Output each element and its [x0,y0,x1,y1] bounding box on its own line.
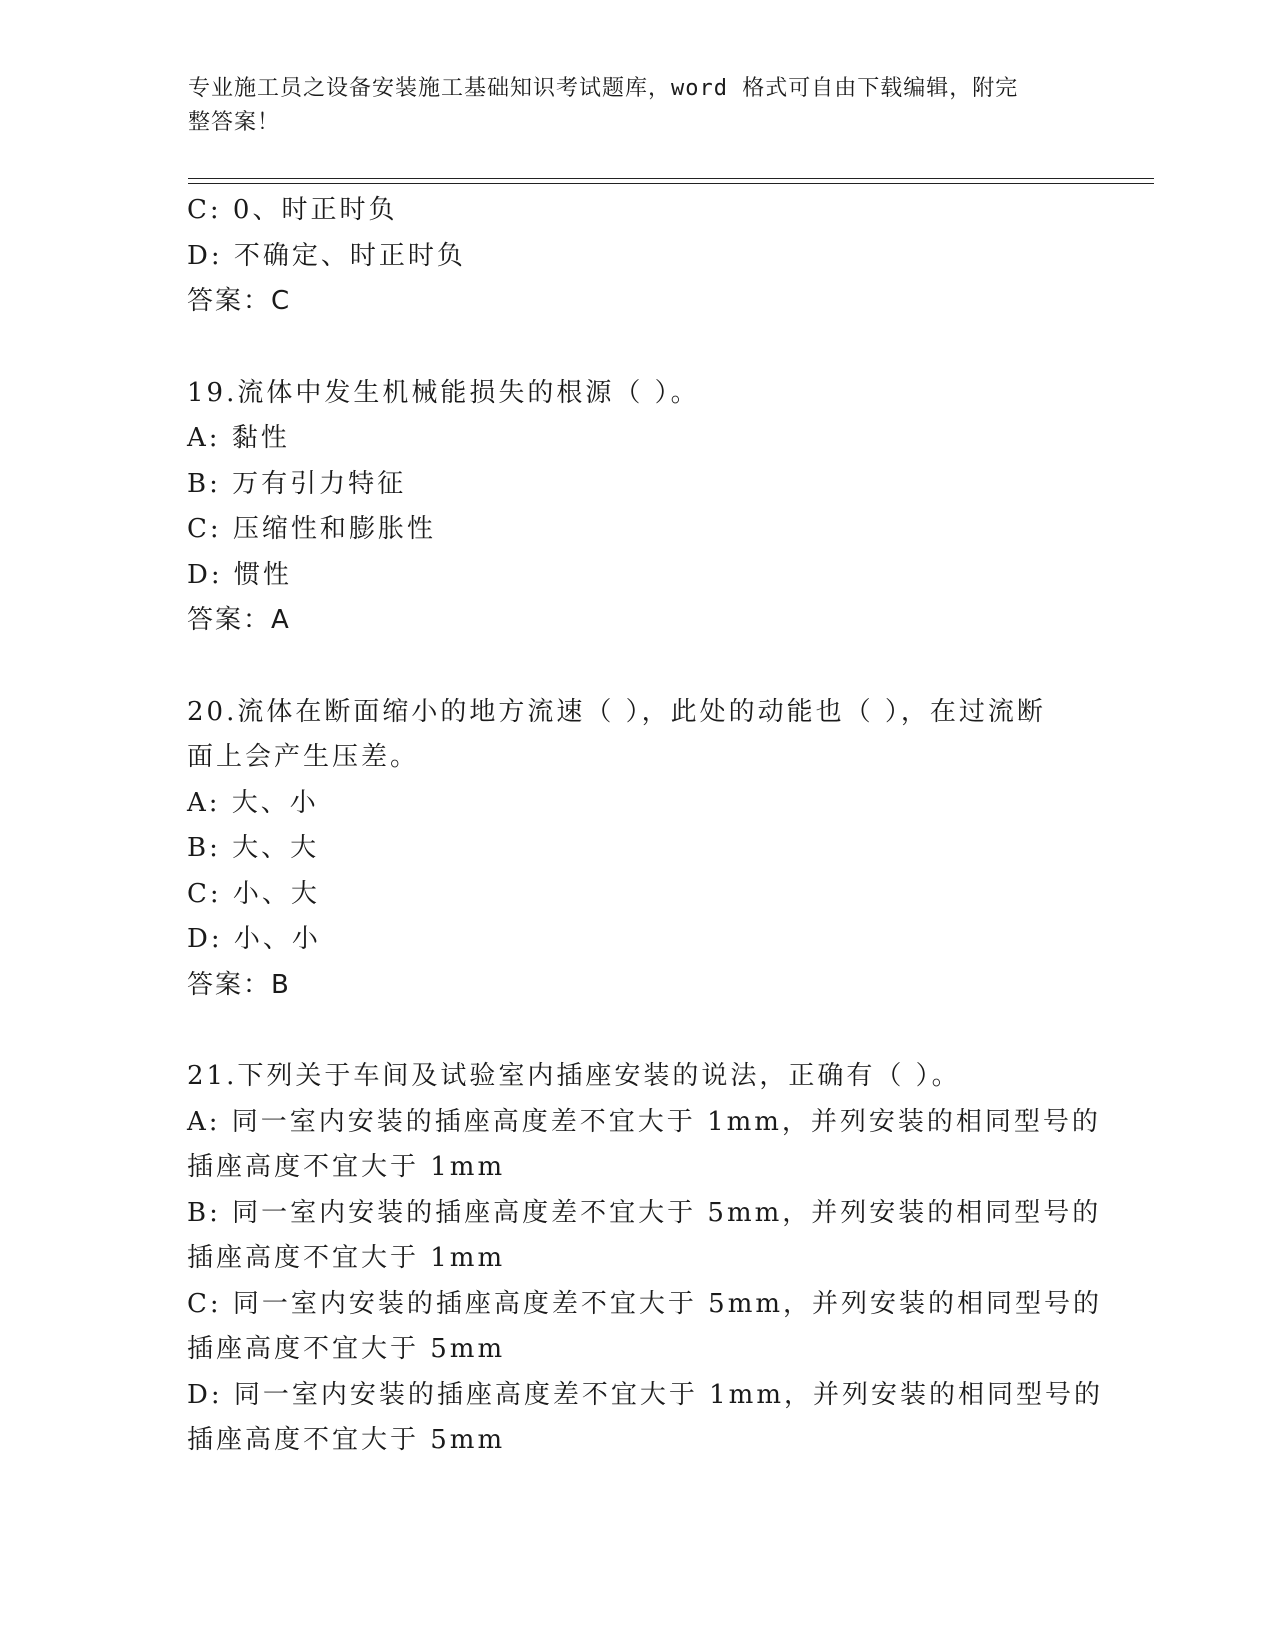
question-stem-line-2: 面上会产生压差。 [187,742,420,772]
option-d: D: 惯性 [187,559,292,590]
option-c-line-2: 插座高度不宜大于 5mm [187,1334,506,1364]
prev-question-block [187,188,1087,325]
option-b-line-1: B: 同一室内安装的插座高度差不宜大于 5mm，并列安装的相同型号的 [187,1197,1102,1228]
question-stem: 19.流体中发生机械能损失的根源（ ）。 [187,377,700,408]
option-b: B: 万有引力特征 [187,468,407,499]
spacer [187,325,1087,371]
question-stem-line-1: 20.流体在断面缩小的地方流速（ ），此处的动能也（ ），在过流断 [187,696,1046,727]
answer-line: 答案：A [187,605,291,635]
header-divider-top [188,178,1154,179]
option-b: B: 大、大 [187,833,320,863]
option-d: D: 小、小 [187,924,321,954]
spacer [187,1008,1087,1054]
header-line-2: 整答案！ [188,110,281,135]
spacer [187,644,1087,690]
option-a-line-1: A: 同一室内安装的插座高度差不宜大于 1mm，并列安装的相同型号的 [187,1106,1101,1137]
option-c-line-1: C: 同一室内安装的插座高度差不宜大于 5mm，并列安装的相同型号的 [187,1288,1103,1319]
question-21 [187,1054,1103,1464]
option-c: C: 小、大 [187,878,320,909]
option-a-line-2: 插座高度不宜大于 1mm [187,1152,506,1182]
question-stem: 21.下列关于车间及试验室内插座安装的说法，正确有（ ）。 [187,1061,961,1091]
option-a: A: 黏性 [187,423,290,453]
option-d-line-1: D: 同一室内安装的插座高度差不宜大于 1mm，并列安装的相同型号的 [187,1379,1103,1410]
header-divider-bottom [188,183,1154,184]
header-line-1: 专业施工员之设备安装施工基础知识考试题库，word 格式可自由下载编辑，附完 [188,76,1019,101]
option-b-line-2: 插座高度不宜大于 1mm [187,1243,506,1273]
option-d-line-2: 插座高度不宜大于 5mm [187,1425,506,1455]
option-a: A: 大、小 [187,787,319,818]
option-d: D: 不确定、时正时负 [187,240,466,271]
question-19 [187,371,1087,644]
option-c: C: 压缩性和膨胀性 [187,514,436,544]
question-content [187,188,1103,1464]
question-20 [187,690,1087,1009]
option-c: C: 0、时正时负 [187,195,398,225]
document-header [188,72,1068,140]
answer-line: 答案：C [187,286,292,316]
answer-line: 答案：B [187,969,291,1000]
